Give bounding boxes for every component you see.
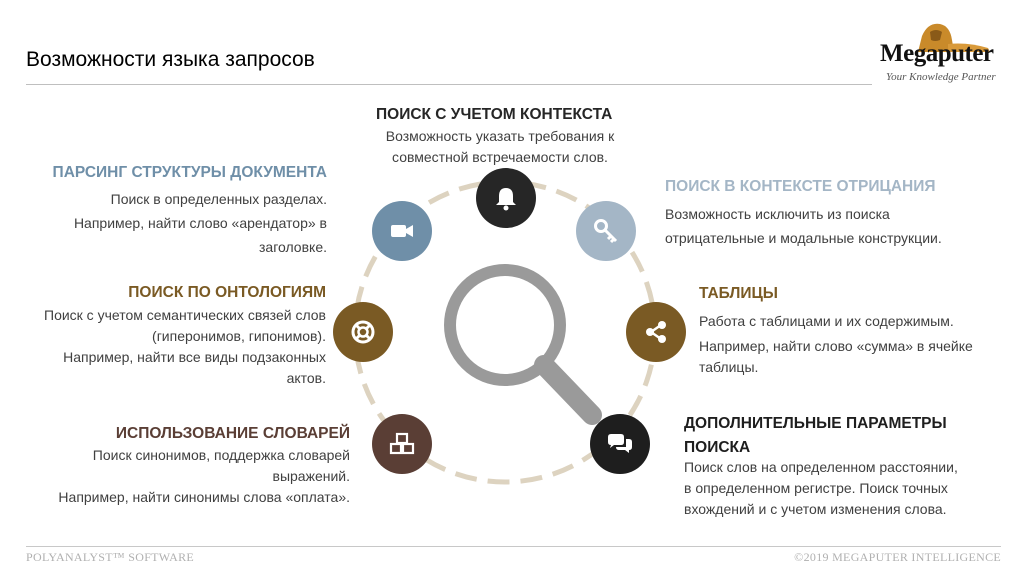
video-camera-icon	[387, 216, 417, 246]
negation-description	[665, 202, 1005, 250]
extra-heading-line-2: ПОИСКА	[684, 439, 751, 456]
tables-heading: ТАБЛИЦЫ	[699, 285, 778, 302]
page-title: Возможности языка запросов	[26, 48, 315, 71]
ontology-heading: ПОИСК ПО ОНТОЛОГИЯМ	[128, 284, 326, 301]
tables-share-icon-circle	[626, 302, 686, 362]
context-line-2: совместной встречаемости слов.	[392, 149, 608, 165]
chat-bubbles-icon	[605, 429, 635, 459]
negation-line-1: Возможность исключить из поиска	[665, 206, 890, 222]
title-divider	[26, 84, 872, 85]
extra-line-3: вхождений и с учетом изменения слова.	[684, 501, 947, 517]
ontology-line-1: Поиск с учетом семантических связей слов	[44, 307, 326, 323]
megaputer-logo	[878, 14, 1006, 90]
ontology-line-2: (гиперонимов, гипонимов).	[152, 328, 326, 344]
extra-line-2: в определенном регистре. Поиск точных	[684, 480, 948, 496]
bell-icon	[491, 183, 521, 213]
parsing-camera-icon-circle	[372, 201, 432, 261]
context-description	[350, 126, 650, 168]
extra-chat-icon-circle	[590, 414, 650, 474]
cubes-icon	[387, 429, 417, 459]
extra-description	[684, 457, 1004, 520]
parsing-description	[0, 187, 327, 259]
footer-copyright: ©2019 MEGAPUTER INTELLIGENCE	[794, 550, 1001, 564]
negation-key-icon-circle	[576, 201, 636, 261]
logo-tagline: Your Knowledge Partner	[886, 71, 996, 83]
life-ring-icon	[348, 317, 378, 347]
parsing-heading: ПАРСИНГ СТРУКТУРЫ ДОКУМЕНТА	[52, 164, 327, 181]
ontology-line-4: актов.	[286, 370, 326, 386]
footer-divider	[26, 546, 1001, 547]
magnifier-icon	[450, 270, 592, 415]
tables-line-1: Работа с таблицами и их содержимым.	[699, 313, 954, 329]
context-line-1: Возможность указать требования к	[385, 128, 615, 144]
extra-heading-line-1: ДОПОЛНИТЕЛЬНЫЕ ПАРАМЕТРЫ	[684, 415, 947, 432]
logo-wordmark: Megaputer	[880, 40, 994, 67]
dictionaries-description	[10, 445, 350, 508]
dictionaries-line-1: Поиск синонимов, поддержка словарей	[92, 447, 350, 463]
dictionaries-line-3: Например, найти синонимы слова «оплата».	[58, 489, 350, 505]
ontology-ring-icon-circle	[333, 302, 393, 362]
negation-heading: ПОИСК В КОНТЕКСТЕ ОТРИЦАНИЯ	[665, 178, 936, 195]
tables-line-3: таблицы.	[699, 359, 759, 375]
extra-line-1: Поиск слов на определенном расстоянии,	[684, 459, 958, 475]
dictionaries-line-2: выражений.	[272, 468, 350, 484]
parsing-line-1: Поиск в определенных разделах.	[110, 191, 327, 207]
ontology-description	[0, 305, 326, 389]
parsing-line-2: Например, найти слово «арендатор» в	[73, 215, 327, 231]
negation-line-2: отрицательные и модальные конструкции.	[665, 230, 942, 246]
extra-heading	[684, 412, 947, 460]
dictionaries-cubes-icon-circle	[372, 414, 432, 474]
dictionaries-heading: ИСПОЛЬЗОВАНИЕ СЛОВАРЕЙ	[115, 425, 350, 442]
share-icon	[641, 317, 671, 347]
footer-product: POLYANALYST™ SOFTWARE	[26, 550, 195, 564]
parsing-line-3: заголовке.	[259, 239, 327, 255]
key-icon	[591, 216, 621, 246]
context-heading: ПОИСК С УЧЕТОМ КОНТЕКСТА	[376, 106, 613, 123]
ontology-line-3: Например, найти все виды подзаконных	[63, 349, 326, 365]
context-bell-icon-circle	[476, 168, 536, 228]
tables-description	[699, 311, 1019, 378]
tables-line-2: Например, найти слово «сумма» в ячейке	[699, 338, 973, 354]
